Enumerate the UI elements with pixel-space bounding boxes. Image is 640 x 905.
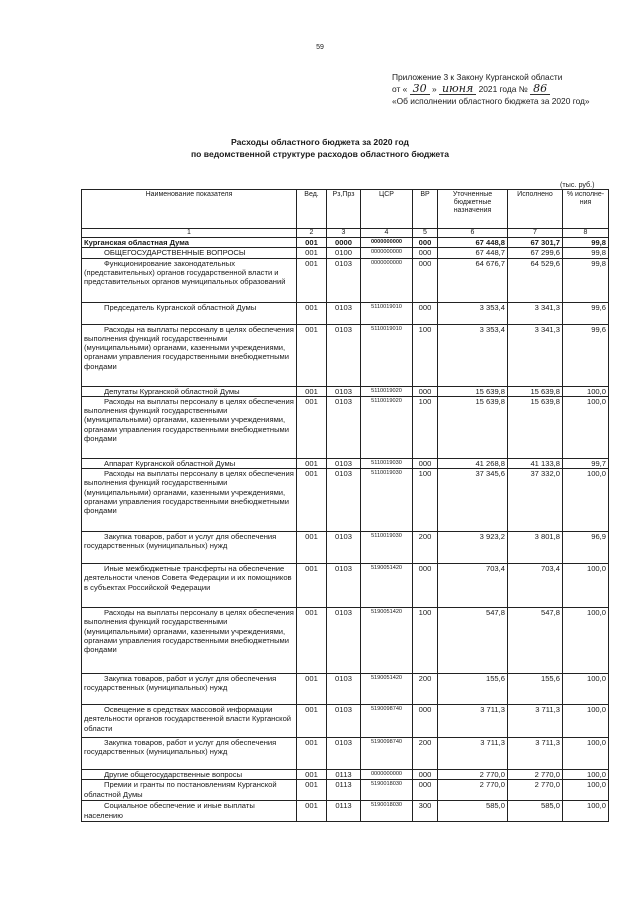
cell-ved: 001 [297,532,327,564]
cell-plan: 67 448,8 [438,238,508,248]
cell-name: Другие общегосударственные вопросы [82,770,297,780]
cell-vr: 100 [413,396,438,458]
cell-rz: 0103 [327,386,361,396]
cell-name: Расходы на выплаты персоналу в целях обеспечения выполнения функций государственными (муниципальными) органами, казенными учреждениями, органами управления государственными внебюджетными фондами [82,324,297,386]
appendix-block [392,71,622,107]
cell-vr: 000 [413,705,438,738]
column-number-row [82,229,609,238]
cell-ved: 001 [297,302,327,324]
cell-done: 67 299,6 [508,248,563,258]
cell-plan: 155,6 [438,674,508,705]
units-label: (тыс. руб.) [560,180,595,189]
cell-name: Расходы на выплаты персоналу в целях обеспечения выполнения функций государственными (муниципальными) органами, казенными учреждениями, органами управления государственными внебюджетными фондами [82,469,297,532]
cell-vr: 000 [413,248,438,258]
cell-name: ОБЩЕГОСУДАРСТВЕННЫЕ ВОПРОСЫ [82,248,297,258]
cell-pct: 99,8 [563,248,609,258]
date-prefix: от « [392,84,408,94]
column-number: 3 [327,229,361,238]
table-header-row [82,190,609,229]
header-pct: % исполне-ния [563,190,609,229]
header-ved: Вед. [297,190,327,229]
cell-plan: 41 268,8 [438,458,508,468]
cell-csr: 5190051420 [361,608,413,674]
cell-done: 64 529,6 [508,258,563,302]
cell-plan: 3 711,3 [438,705,508,738]
table-row [82,238,609,248]
cell-vr: 100 [413,608,438,674]
cell-vr: 000 [413,780,438,801]
expenditure-table [81,189,609,822]
cell-ved: 001 [297,674,327,705]
cell-name: Расходы на выплаты персоналу в целях обеспечения выполнения функций государственными (муниципальными) органами, казенными учреждениями, органами управления государственными внебюджетными фондами [82,396,297,458]
cell-ved: 001 [297,801,327,822]
page-number: 59 [316,44,324,51]
cell-rz: 0113 [327,770,361,780]
table-row [82,532,609,564]
cell-vr: 000 [413,770,438,780]
cell-vr: 000 [413,386,438,396]
cell-name: Расходы на выплаты персоналу в целях обеспечения выполнения функций государственными (муниципальными) органами, казенными учреждениями, органами управления государственными внебюджетными фондами [82,608,297,674]
cell-pct: 99,7 [563,458,609,468]
cell-plan: 703,4 [438,564,508,608]
title-line-1: Расходы областного бюджета за 2020 год [231,137,409,147]
cell-rz: 0113 [327,801,361,822]
table-row [82,738,609,770]
cell-ved: 001 [297,238,327,248]
cell-csr: 0000000000 [361,770,413,780]
cell-name: Депутаты Курганской областной Думы [82,386,297,396]
cell-ved: 001 [297,469,327,532]
cell-ved: 001 [297,458,327,468]
document-title [0,137,640,160]
cell-vr: 000 [413,458,438,468]
cell-plan: 3 353,4 [438,324,508,386]
cell-pct: 100,0 [563,608,609,674]
cell-done: 2 770,0 [508,770,563,780]
cell-pct: 100,0 [563,780,609,801]
cell-rz: 0113 [327,780,361,801]
cell-pct: 100,0 [563,564,609,608]
cell-pct: 100,0 [563,469,609,532]
cell-done: 41 133,8 [508,458,563,468]
cell-done: 3 341,3 [508,302,563,324]
cell-rz: 0103 [327,302,361,324]
cell-pct: 100,0 [563,738,609,770]
cell-name: Освещение в средствах массовой информации деятельности органов государственной власти Курганской области [82,705,297,738]
cell-plan: 2 770,0 [438,780,508,801]
cell-plan: 585,0 [438,801,508,822]
appendix-line-2 [392,83,622,95]
table-row [82,608,609,674]
cell-csr: 5190051420 [361,564,413,608]
cell-pct: 99,6 [563,302,609,324]
table-row [82,801,609,822]
cell-rz: 0103 [327,608,361,674]
cell-plan: 3 353,4 [438,302,508,324]
cell-plan: 2 770,0 [438,770,508,780]
cell-rz: 0103 [327,532,361,564]
cell-plan: 3 711,3 [438,738,508,770]
cell-rz: 0000 [327,238,361,248]
cell-csr: 0000000000 [361,248,413,258]
cell-csr: 5190098740 [361,738,413,770]
cell-ved: 001 [297,258,327,302]
cell-done: 585,0 [508,801,563,822]
handwritten-month: июня [439,84,476,95]
cell-rz: 0103 [327,458,361,468]
cell-vr: 000 [413,564,438,608]
table-row [82,705,609,738]
cell-vr: 200 [413,532,438,564]
cell-pct: 100,0 [563,801,609,822]
appendix-line-1: Приложение 3 к Закону Курганской области [392,72,563,82]
cell-ved: 001 [297,705,327,738]
table-row [82,780,609,801]
cell-plan: 15 639,8 [438,396,508,458]
cell-csr: 5110019030 [361,469,413,532]
cell-pct: 99,6 [563,324,609,386]
cell-ved: 001 [297,780,327,801]
cell-done: 155,6 [508,674,563,705]
cell-pct: 99,8 [563,238,609,248]
header-plan: Уточненные бюджетные назначения [438,190,508,229]
cell-plan: 64 676,7 [438,258,508,302]
cell-name: Председатель Курганской областной Думы [82,302,297,324]
cell-csr: 5110019020 [361,386,413,396]
date-year: 2021 года № [478,84,528,94]
cell-done: 67 301,7 [508,238,563,248]
cell-name: Аппарат Курганской областной Думы [82,458,297,468]
cell-pct: 100,0 [563,674,609,705]
column-number: 8 [563,229,609,238]
header-done: Исполнено [508,190,563,229]
cell-pct: 96,9 [563,532,609,564]
column-number: 6 [438,229,508,238]
column-number: 1 [82,229,297,238]
cell-vr: 000 [413,238,438,248]
cell-ved: 001 [297,248,327,258]
cell-pct: 100,0 [563,386,609,396]
cell-done: 15 639,8 [508,386,563,396]
table-row [82,386,609,396]
cell-vr: 000 [413,258,438,302]
cell-done: 3 711,3 [508,705,563,738]
cell-csr: 5190098740 [361,705,413,738]
table-row [82,458,609,468]
column-number: 7 [508,229,563,238]
header-name: Наименование показателя [82,190,297,229]
cell-ved: 001 [297,608,327,674]
cell-vr: 100 [413,469,438,532]
column-number: 4 [361,229,413,238]
column-number: 2 [297,229,327,238]
cell-name: Закупка товаров, работ и услуг для обеспечения государственных (муниципальных) нужд [82,738,297,770]
header-vr: ВР [413,190,438,229]
handwritten-number: 86 [530,84,550,95]
column-number: 5 [413,229,438,238]
cell-csr: 5190051420 [361,674,413,705]
table-row [82,674,609,705]
cell-rz: 0103 [327,396,361,458]
table-row [82,469,609,532]
cell-done: 703,4 [508,564,563,608]
table-row [82,324,609,386]
cell-rz: 0103 [327,258,361,302]
cell-csr: 5110019010 [361,324,413,386]
cell-csr: 5190018030 [361,801,413,822]
cell-done: 2 770,0 [508,780,563,801]
appendix-line-3: «Об исполнении областного бюджета за 2020 год» [392,96,590,106]
cell-done: 3 341,3 [508,324,563,386]
cell-name: Социальное обеспечение и иные выплаты населению [82,801,297,822]
cell-rz: 0103 [327,738,361,770]
table-row [82,248,609,258]
cell-pct: 100,0 [563,705,609,738]
cell-pct: 99,8 [563,258,609,302]
cell-csr: 5110019030 [361,458,413,468]
cell-csr: 0000000000 [361,258,413,302]
cell-name: Закупка товаров, работ и услуг для обеспечения государственных (муниципальных) нужд [82,674,297,705]
cell-pct: 100,0 [563,396,609,458]
cell-ved: 001 [297,324,327,386]
title-line-2: по ведомственной структуре расходов областного бюджета [190,148,450,159]
cell-done: 3 711,3 [508,738,563,770]
cell-csr: 0000000000 [361,238,413,248]
table-row [82,302,609,324]
cell-ved: 001 [297,396,327,458]
table-row [82,396,609,458]
cell-vr: 200 [413,738,438,770]
cell-name: Функционирование законодательных (представительных) органов государственной власти и представительных органов муниципальных образований [82,258,297,302]
cell-plan: 37 345,6 [438,469,508,532]
cell-name: Иные межбюджетные трансферты на обеспечение деятельности членов Совета Федерации и их помощников в субъектах Российской Федерации [82,564,297,608]
cell-vr: 100 [413,324,438,386]
cell-rz: 0100 [327,248,361,258]
table-body [82,238,609,822]
table-row [82,564,609,608]
cell-rz: 0103 [327,324,361,386]
cell-done: 37 332,0 [508,469,563,532]
header-rz: Рз,Прз [327,190,361,229]
cell-done: 15 639,8 [508,396,563,458]
cell-name: Курганская областная Дума [82,238,297,248]
cell-rz: 0103 [327,705,361,738]
cell-done: 547,8 [508,608,563,674]
cell-csr: 5110019030 [361,532,413,564]
handwritten-day: 30 [410,84,430,95]
cell-rz: 0103 [327,674,361,705]
date-mid: » [431,84,437,94]
cell-plan: 67 448,7 [438,248,508,258]
cell-ved: 001 [297,386,327,396]
cell-plan: 15 639,8 [438,386,508,396]
cell-name: Закупка товаров, работ и услуг для обеспечения государственных (муниципальных) нужд [82,532,297,564]
cell-pct: 100,0 [563,770,609,780]
cell-csr: 5110019010 [361,302,413,324]
cell-plan: 547,8 [438,608,508,674]
cell-rz: 0103 [327,469,361,532]
cell-ved: 001 [297,770,327,780]
cell-vr: 300 [413,801,438,822]
cell-csr: 5110019020 [361,396,413,458]
cell-vr: 000 [413,302,438,324]
cell-done: 3 801,8 [508,532,563,564]
cell-vr: 200 [413,674,438,705]
cell-rz: 0103 [327,564,361,608]
table-row [82,258,609,302]
cell-ved: 001 [297,738,327,770]
cell-name: Премии и гранты по постановлениям Курганской областной Думы [82,780,297,801]
cell-ved: 001 [297,564,327,608]
cell-csr: 5190018030 [361,780,413,801]
table-row [82,770,609,780]
cell-plan: 3 923,2 [438,532,508,564]
header-csr: ЦСР [361,190,413,229]
